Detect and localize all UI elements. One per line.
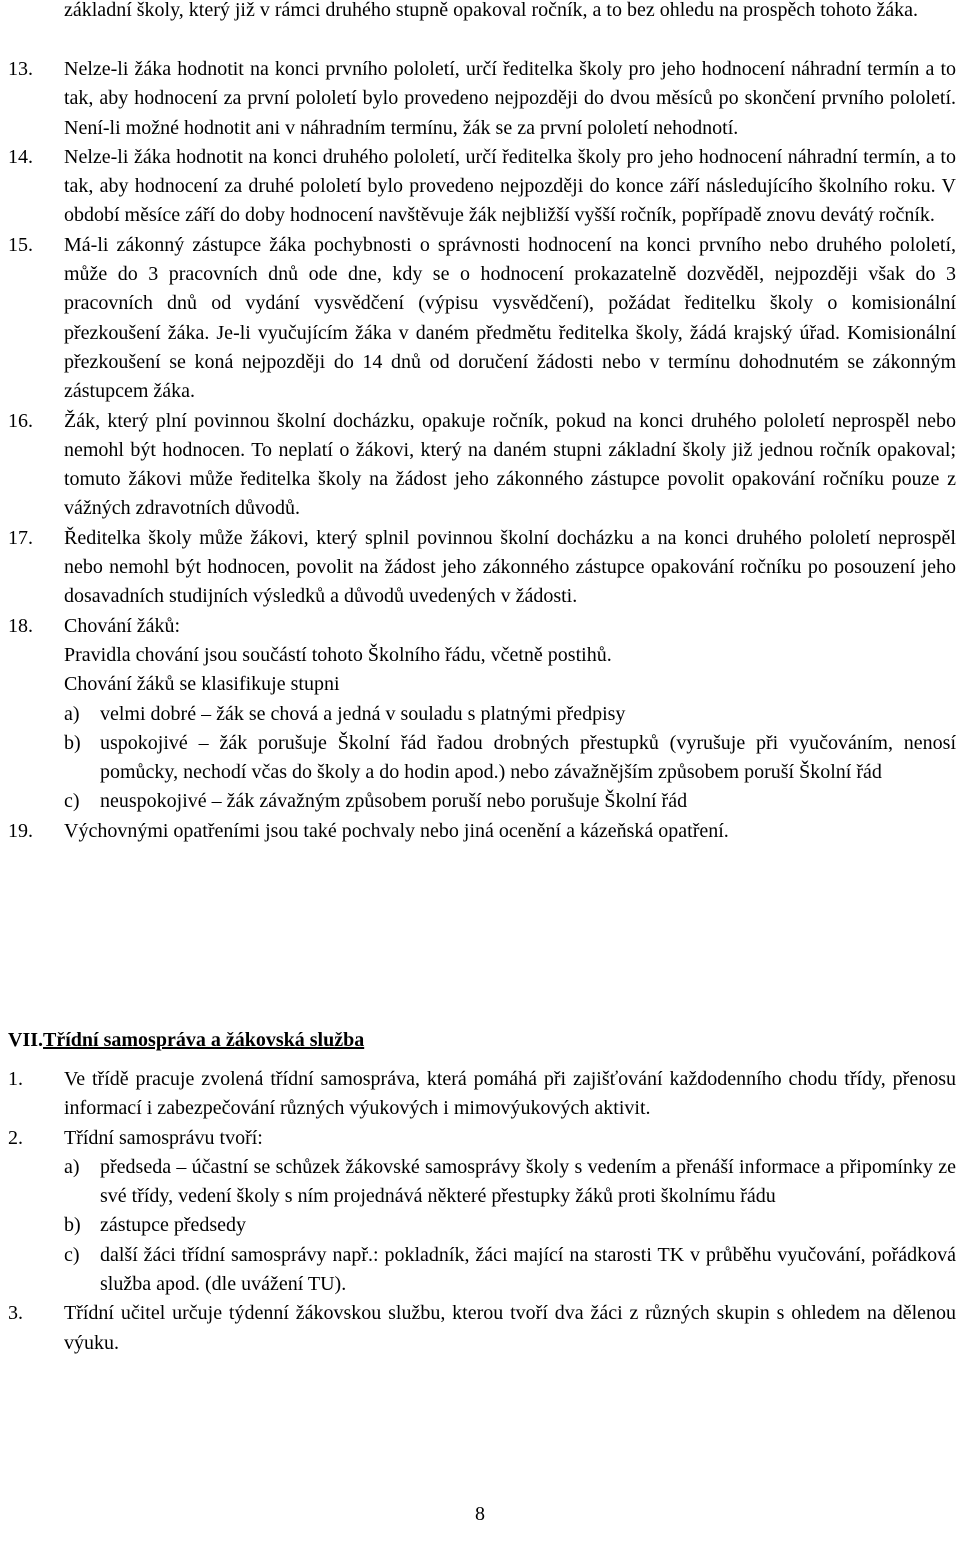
list-item: [8, 1065, 956, 1124]
sub-item-text: neuspokojivé – žák závažným způsobem poruší nebo porušuje Školní řád: [100, 790, 688, 813]
items-list-a: [8, 55, 956, 846]
list-item: [8, 407, 956, 524]
item-number: 15.: [8, 233, 33, 256]
sub-item: [64, 1153, 956, 1212]
item-number: 18.: [8, 614, 33, 637]
section-title: Třídní samospráva a žákovská služba: [43, 1029, 365, 1051]
sub-item-text: uspokojivé – žák porušuje Školní řád řadou drobných přestupků (vyrušuje při vyučováním, nenosí pomůcky, nechodí včas do školy a do hodin apod.) nebo závažnějším způsobem poruší Školní řád: [100, 731, 956, 784]
sub-item: [64, 700, 956, 729]
item-text: Třídní učitel určuje týdenní žákovskou službu, kterou tvoří dva žáci z různých skupin s ohledem na dělenou výuku.: [64, 1302, 956, 1354]
item-number: 14.: [8, 145, 33, 168]
sub-item-label: a): [64, 1155, 80, 1178]
sub-item-label: c): [64, 1243, 80, 1266]
item-number: 16.: [8, 409, 33, 432]
sub-item-label: b): [64, 1214, 81, 1237]
item-text: Nelze-li žáka hodnotit na konci prvního pololetí, určí ředitelka školy pro jeho hodnocení náhradní termín a to tak, aby hodnocení za první pololetí bylo provedeno nejpozději do dvou měsíců po skončení prvního pololetí. Není-li možné hodnotit ani v náhradním termínu, žák se za první pololetí nehodnotí.: [64, 58, 956, 139]
sub-item-label: b): [64, 731, 81, 754]
sub-item: [64, 1241, 956, 1300]
item-text: Ředitelka školy může žákovi, který splnil povinnou školní docházku a na konci druhého pololetí neprospěl nebo nemohl být hodnocen, povolit na žádost jeho zákonného zástupce opakování ročníku po posouzení jeho dosavadních studijních výsledků a důvodů uvedených v žádosti.: [64, 526, 956, 608]
item-text: Žák, který plní povinnou školní docházku, opakuje ročník, pokud na konci druhého pololetí neprospěl nebo nemohl být hodnocen. To neplatí o žákovi, který na daném stupni základní školy již jednou ročník opakoval; tomuto žákovi může ředitelka školy na žádost jeho zákonného zástupce povolit opakování ročníku pouze z vážných zdravotních důvodů.: [64, 409, 956, 520]
item-number: 2.: [8, 1126, 23, 1149]
page-number: 8: [475, 1503, 485, 1525]
item-title: Chování žáků:: [64, 614, 181, 637]
behavior-classification-line: Chování žáků se klasifikuje stupni: [64, 673, 340, 696]
list-item: [8, 1124, 956, 1153]
item-number: 13.: [8, 58, 33, 80]
list-item: [8, 524, 956, 612]
list-item: [8, 817, 956, 846]
sub-item-label: c): [64, 790, 80, 813]
continuation-paragraph: [8, 0, 956, 25]
list-item-behavior: [8, 612, 956, 641]
list-item: [8, 1299, 956, 1358]
sub-item: [64, 1211, 956, 1240]
list-item: [8, 55, 956, 143]
item-number: 3.: [8, 1302, 23, 1325]
sub-item-text: velmi dobré – žák se chová a jedná v souladu s platnými předpisy: [100, 702, 626, 725]
section-heading: [8, 1026, 364, 1055]
item-text: Ve třídě pracuje zvolená třídní samospráva, která pomáhá při zajišťování každodenního chodu třídy, přenosu informací i zabezpečování různých výukových i mimovýukových aktivit.: [64, 1068, 956, 1120]
item-number: 19.: [8, 819, 33, 842]
sub-item: [64, 787, 956, 816]
item-number: 1.: [8, 1068, 23, 1090]
sub-item-text: předseda – účastní se schůzek žákovské samosprávy školy s vedením a přenáší informace a připomínky ze své třídy, vedení školy s ním projednává některé přestupky žáků proti školnímu řádu: [100, 1155, 956, 1208]
section-roman-numeral: VII.: [8, 1029, 44, 1051]
paragraph-text: základní školy, který již v rámci druhého stupně opakoval ročník, a to bez ohledu na prospěch tohoto žáka.: [64, 0, 918, 21]
item-number: 17.: [8, 526, 33, 549]
item-text: Nelze-li žáka hodnotit na konci druhého pololetí, určí ředitelka školy pro jeho hodnocení náhradní termín, a to tak, aby hodnocení za druhé pololetí bylo provedeno nejpozději do konce září následujícího školního roku. V období měsíce září do doby hodnocení navštěvuje žák nejbližší vyšší ročník, popřípadě znovu devátý ročník.: [64, 145, 956, 227]
item-title: Třídní samosprávu tvoří:: [64, 1126, 263, 1149]
sub-item: [64, 729, 956, 788]
items-list-b: [8, 1065, 956, 1358]
list-item: [8, 143, 956, 231]
behavior-rules-line: Pravidla chování jsou součástí tohoto Školního řádu, včetně postihů.: [64, 643, 612, 666]
item-text: Má-li zákonný zástupce žáka pochybnosti o správnosti hodnocení na konci prvního nebo druhého pololetí, může do 3 pracovních dnů ode dne, kdy se o hodnocení prokazatelně dozvěděl, nejpozději však do 3 pracovních dnů od vydání vysvědčení (výpisu vysvědčení), požádat ředitelku školy o komisionální přezkoušení žáka. Je-li vyučujícím žáka v daném předmětu ředitelka školy, žádá krajský úřad. Komisionální přezkoušení se koná nejpozději do 14 dnů od doručení žádosti nebo v termínu dohodnutém se zákonným zástupcem žáka.: [64, 233, 956, 403]
list-item: [8, 231, 956, 407]
sub-item-label: a): [64, 702, 80, 725]
sub-item-text: zástupce předsedy: [100, 1214, 247, 1237]
item-text: Výchovnými opatřeními jsou také pochvaly nebo jiná ocenění a kázeňská opatření.: [64, 819, 729, 842]
sub-item-text: další žáci třídní samosprávy např.: pokladník, žáci mající na starosti TK v průběhu vyučování, pořádková služba apod. (dle uvážení TU).: [100, 1243, 956, 1296]
